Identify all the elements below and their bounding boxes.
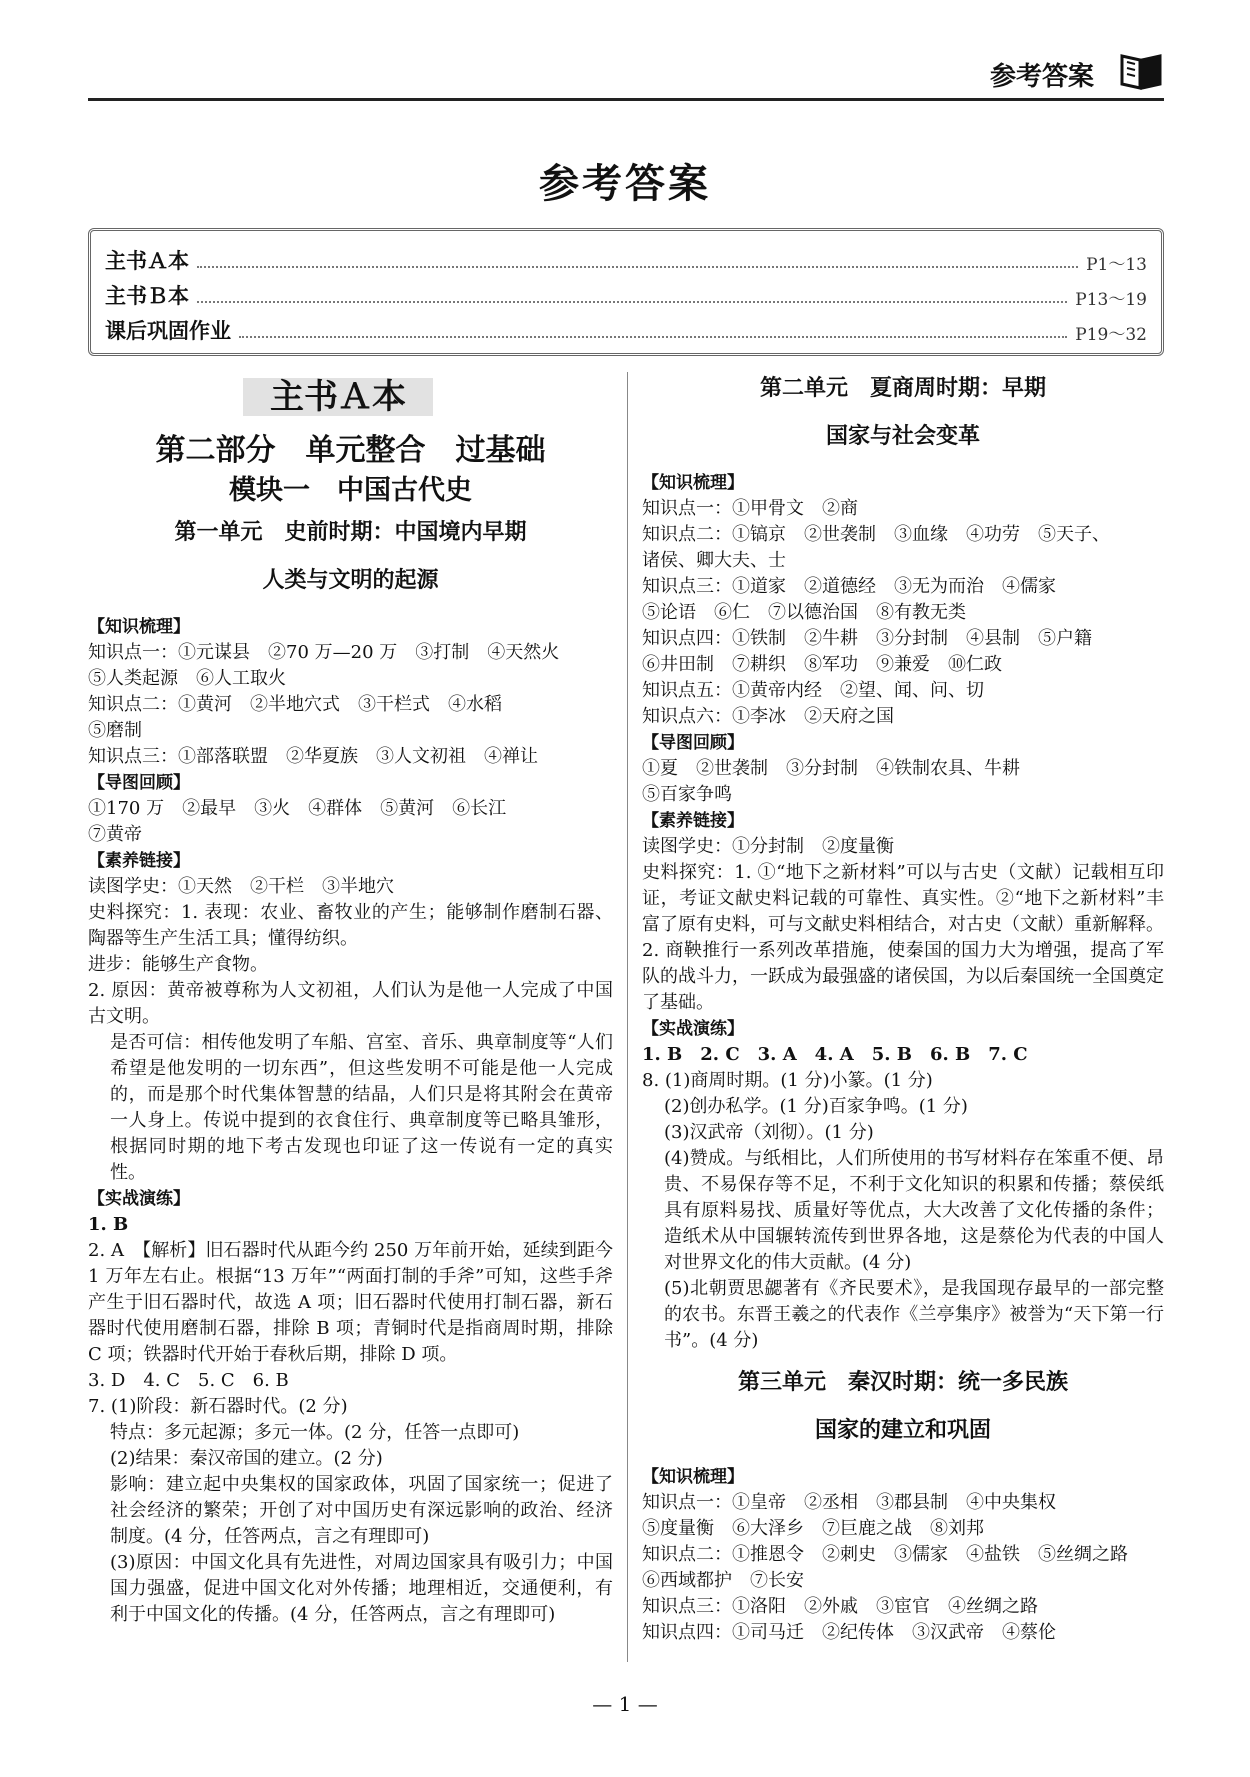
toc-label: 课后巩固作业	[105, 319, 231, 343]
answer-line: ⑤百家争鸣	[642, 784, 732, 805]
answer-line: ⑤人类起源 ⑥人工取火	[88, 668, 286, 689]
answer-paragraph: 2. 原因：黄帝被尊称为人文初祖，人们认为是他一人完成了中国古文明。	[88, 980, 613, 1027]
section-tag: 主书Ａ本	[243, 378, 433, 416]
answer-line: 知识点五：①黄帝内经 ②望、闻、问、切	[642, 680, 984, 701]
section-heading: 【实战演练】	[642, 1019, 744, 1039]
answer-line: 3. D 4. C 5. C 6. B	[88, 1370, 289, 1391]
answer-paragraph: (5)北朝贾思勰著有《齐民要术》，是我国现存最早的一部完整的农书。东晋王羲之的代表作《兰亭集序》被誉为“天下第一行书”。(4 分)	[664, 1278, 1164, 1351]
answer-line: 8. (1)商周时期。(1 分)小篆。(1 分)	[642, 1070, 933, 1091]
unit-title: 国家与社会变革	[825, 424, 980, 449]
page-title: 参考答案	[539, 161, 711, 207]
answer-line: (3)汉武帝（刘彻）。(1 分)	[664, 1122, 874, 1143]
toc-row[interactable]	[105, 311, 1147, 345]
answer-line: (2)创办私学。(1 分)百家争鸣。(1 分)	[664, 1096, 968, 1117]
answer-line: 知识点四：①司马迁 ②纪传体 ③汉武帝 ④蔡伦	[642, 1622, 1056, 1643]
toc-label: 主书Ａ本	[105, 249, 189, 273]
answer-line: ⑤论语 ⑥仁 ⑦以德治国 ⑧有教无类	[642, 602, 966, 623]
answer-line: 进步：能够生产食物。	[88, 954, 268, 975]
toc-dots	[197, 266, 1078, 268]
column-divider	[627, 372, 628, 1662]
unit-title: 第一单元 史前时期：中国境内早期	[174, 520, 527, 545]
answer-line: 读图学史：①分封制 ②度量衡	[642, 836, 894, 857]
answer-line: ①170 万 ②最早 ③火 ④群体 ⑤黄河 ⑥长江	[88, 798, 507, 819]
section-heading: 【知识梳理】	[88, 617, 190, 637]
answer-line: 1. B 2. C 3. A 4. A 5. B 6. B 7. C	[642, 1044, 1028, 1065]
answer-line: ⑥西域都护 ⑦长安	[642, 1570, 804, 1591]
header-label: 参考答案	[990, 62, 1095, 92]
section-heading: 【知识梳理】	[642, 1467, 744, 1487]
answer-paragraph: 影响：建立起中央集权的国家政体，巩固了国家统一；促进了社会经济的繁荣；开创了对中国历史有深远影响的政治、经济制度。(4 分，任答两点，言之有理即可)	[110, 1474, 613, 1547]
toc-dots	[197, 301, 1067, 303]
toc-dots	[239, 336, 1067, 338]
answer-line: ①夏 ②世袭制 ③分封制 ④铁制农具、牛耕	[642, 758, 1020, 779]
answer-line: 知识点一：①元谋县 ②70 万—20 万 ③打制 ④天然火	[88, 642, 560, 663]
answer-paragraph: 史料探究：1. ①“地下之新材料”可以与古史（文献）记载相互印证，考证文献史料记载的可靠性、真实性。②“地下之新材料”丰富了原有史料，可与文献史料相结合，对古史（文献）重新解释。	[642, 862, 1164, 935]
answer-line: 知识点三：①道家 ②道德经 ③无为而治 ④儒家	[642, 576, 1056, 597]
section-heading: 【知识梳理】	[642, 473, 744, 493]
section-heading: 【素养链接】	[88, 851, 190, 871]
answer-line: 7. (1)阶段：新石器时代。(2 分)	[88, 1396, 348, 1417]
module-title: 模块一 中国古代史	[229, 475, 472, 506]
answer-paragraph: 2. A 【解析】旧石器时代从距今约 250 万年前开始，延续到距今 1 万年左右止。根据“13 万年”“两面打制的手斧”可知，这些手斧产生于旧石器时代，故选 A 项；旧石器时代使用打制石器，新石器时代使用磨制石器，排除 B 项；青铜时代是指商周时期，排除 C 项；铁器时代开始于春秋后期，排除 D 项。	[88, 1240, 613, 1365]
answer-line: ⑦黄帝	[88, 824, 142, 845]
answer-line: 诸侯、卿大夫、士	[642, 550, 786, 571]
unit-title: 第三单元 秦汉时期：统一多民族	[737, 1370, 1068, 1395]
answer-line: 知识点一：①甲骨文 ②商	[642, 498, 858, 519]
section-heading: 【导图回顾】	[88, 773, 190, 793]
answer-line: 知识点四：①铁制 ②牛耕 ③分封制 ④县制 ⑤户籍	[642, 628, 1092, 649]
answer-paragraph: (3)原因：中国文化具有先进性，对周边国家具有吸引力；中国国力强盛，促进中国文化对外传播；地理相近，交通便利，有利于中国文化的传播。(4 分，任答两点，言之有理即可)	[110, 1552, 613, 1625]
part-title: 第二部分 单元整合 过基础	[155, 433, 546, 468]
answer-line: ⑥井田制 ⑦耕织 ⑧军功 ⑨兼爱 ⑩仁政	[642, 654, 1002, 675]
answer-line: 知识点二：①推恩令 ②刺史 ③儒家 ④盐铁 ⑤丝绸之路	[642, 1544, 1128, 1565]
answer-line: ⑤磨制	[88, 720, 142, 741]
unit-title: 第二单元 夏商周时期：早期	[759, 376, 1046, 401]
answer-line: 知识点六：①李冰 ②天府之国	[642, 706, 894, 727]
toc-row[interactable]	[105, 276, 1147, 310]
toc-label: 主书Ｂ本	[105, 284, 189, 308]
answer-line: 1. B	[88, 1214, 129, 1235]
section-heading: 【导图回顾】	[642, 733, 744, 753]
page-number: — 1 —	[592, 1692, 658, 1716]
answer-line: 知识点三：①部落联盟 ②华夏族 ③人文初祖 ④禅让	[88, 746, 538, 767]
answer-line: 读图学史：①天然 ②干栏 ③半地穴	[88, 876, 394, 897]
answer-paragraph: (4)赞成。与纸相比，人们所使用的书写材料存在笨重不便、昂贵、不易保存等不足，不利于文化知识的积累和传播；蔡侯纸具有原料易找、质量好等优点，大大改善了文化传播的条件；造纸术从中国辗转流传到世界各地，这是蔡伦为代表的中国人对世界文化的伟大贡献。(4 分)	[664, 1148, 1164, 1273]
unit-title: 国家的建立和巩固	[814, 1418, 991, 1443]
answer-paragraph: 2. 商鞅推行一系列改革措施，使秦国的国力大为增强，提高了军队的战斗力，一跃成为最强盛的诸侯国，为以后秦国统一全国奠定了基础。	[642, 940, 1164, 1013]
answer-line: 特点：多元起源；多元一体。(2 分，任答一点即可)	[110, 1422, 520, 1443]
answer-paragraph: 是否可信：相传他发明了车船、宫室、音乐、典章制度等“人们希望是他发明的一切东西”，但这些发明不可能是他一人完成的，而是那个时代集体智慧的结晶，人们只是将其附会在黄帝一人身上。传说中提到的衣食住行、典章制度等已略具雏形，根据同时期的地下考古发现也印证了这一传说有一定的真实性。	[110, 1032, 613, 1183]
header-rule	[88, 98, 1164, 101]
answer-line: 知识点三：①洛阳 ②外戚 ③宦官 ④丝绸之路	[642, 1596, 1038, 1617]
toc-page: P1～13	[1086, 255, 1147, 275]
answer-line: ⑤度量衡 ⑥大泽乡 ⑦巨鹿之战 ⑧刘邦	[642, 1518, 984, 1539]
table-of-contents	[88, 228, 1164, 356]
section-heading: 【实战演练】	[88, 1189, 190, 1209]
answer-line: 知识点二：①镐京 ②世袭制 ③血缘 ④功劳 ⑤天子、	[642, 524, 1110, 545]
unit-title: 人类与文明的起源	[262, 568, 439, 593]
answer-line: 知识点一：①皇帝 ②丞相 ③郡县制 ④中央集权	[642, 1492, 1056, 1513]
book-icon	[1118, 50, 1164, 90]
answer-line: 知识点二：①黄河 ②半地穴式 ③干栏式 ④水稻	[88, 694, 502, 715]
answer-paragraph: 史料探究：1. 表现：农业、畜牧业的产生；能够制作磨制石器、陶器等生产生活工具；懂得纺织。	[88, 902, 613, 949]
toc-page: P19～32	[1075, 325, 1147, 345]
answer-line: (2)结果：秦汉帝国的建立。(2 分)	[110, 1448, 383, 1469]
section-heading: 【素养链接】	[642, 811, 744, 831]
toc-page: P13～19	[1075, 290, 1147, 310]
left-column	[88, 372, 613, 1628]
right-column	[642, 372, 1164, 1646]
toc-row[interactable]	[105, 241, 1147, 275]
